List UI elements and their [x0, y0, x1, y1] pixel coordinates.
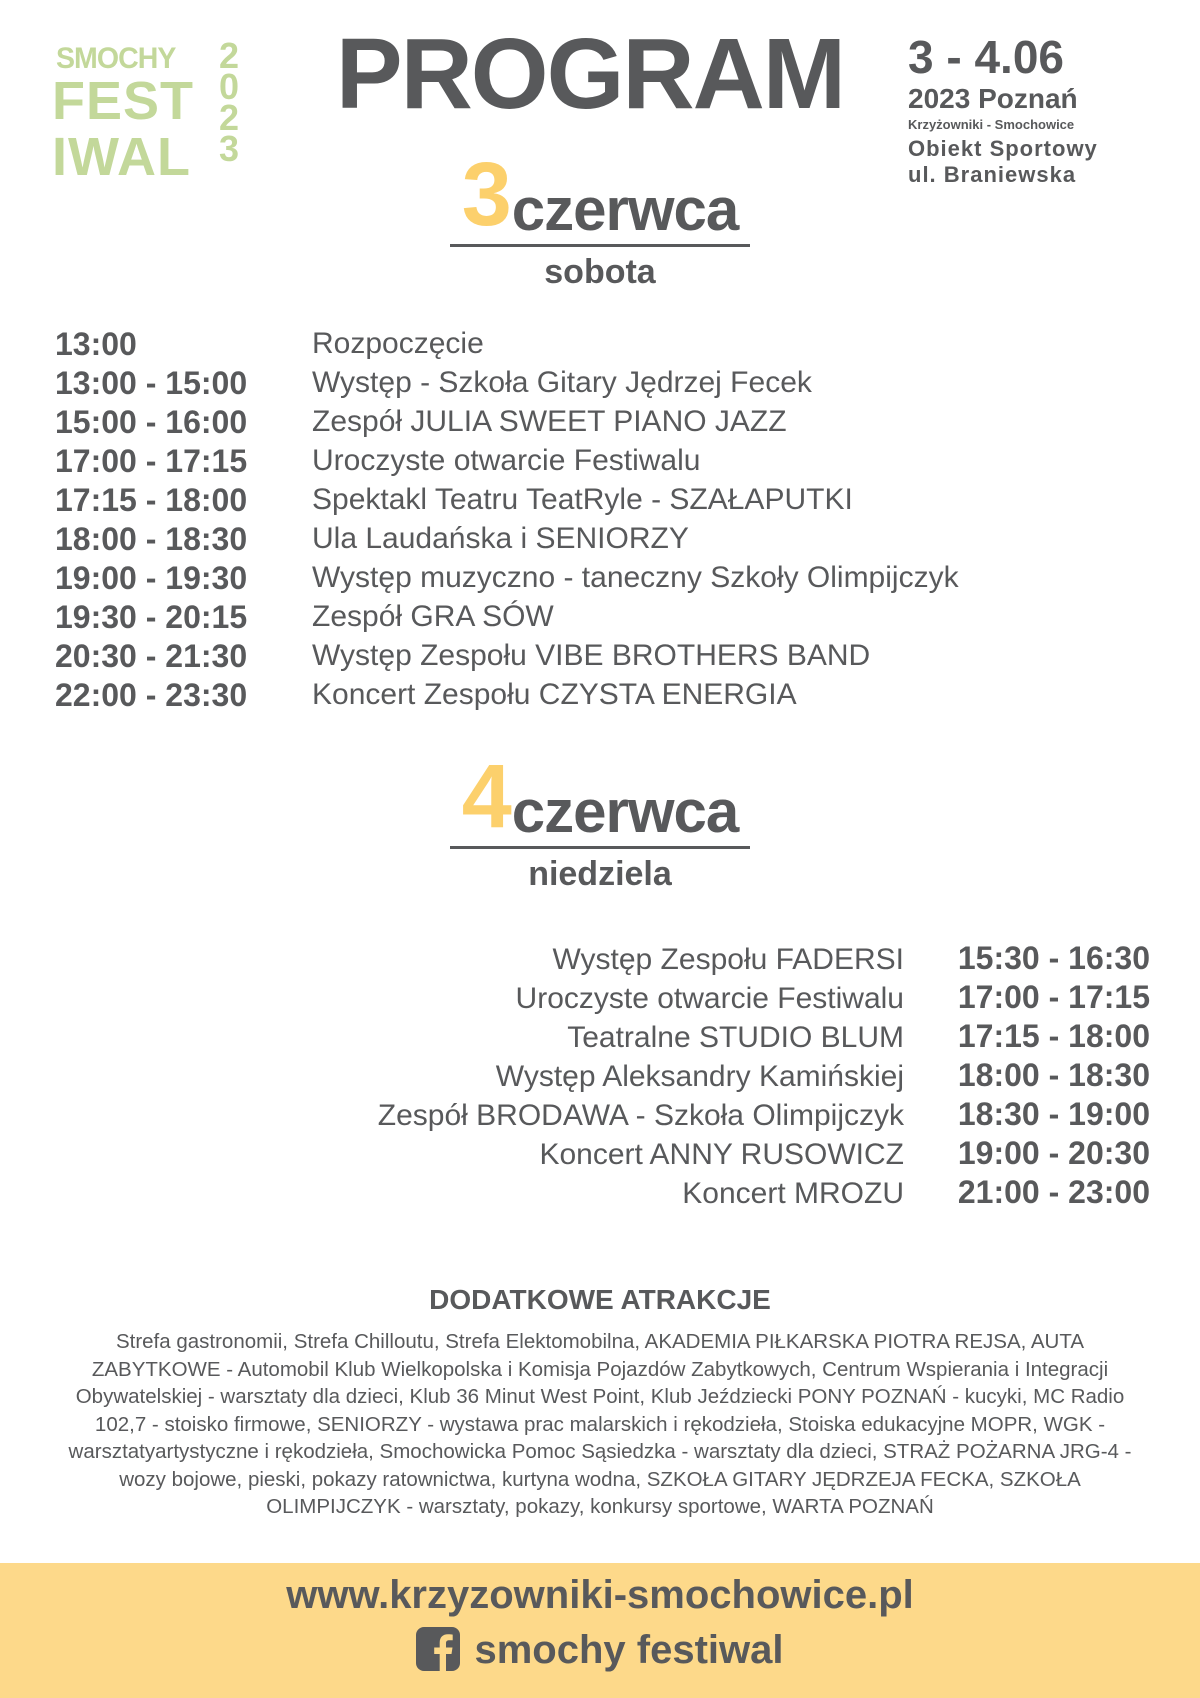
schedule-row: [250, 1096, 1150, 1135]
schedule-time: 18:30 - 19:00: [957, 1096, 1150, 1132]
schedule-event: Ula Laudańska i SENIORZY: [312, 522, 689, 555]
logo-year-digit: 2: [218, 97, 240, 138]
schedule-time: 17:00 - 17:15: [55, 443, 248, 479]
schedule-event: Koncert Zespołu CZYSTA ENERGIA: [312, 678, 797, 711]
schedule-event: Zespół GRA SÓW: [312, 600, 554, 633]
schedule-time: 20:30 - 21:30: [55, 638, 248, 674]
schedule-time: 13:00 - 15:00: [55, 365, 248, 401]
logo-line-fest: FEST: [52, 71, 195, 131]
day1-weekday: sobota: [544, 253, 656, 291]
schedule-time: 19:30 - 20:15: [55, 599, 248, 635]
schedule-time: 15:30 - 16:30: [957, 940, 1150, 976]
schedule-row: [250, 1018, 1150, 1057]
event-venue: Obiekt Sportowy: [908, 136, 1098, 162]
logo-year: [214, 35, 244, 169]
event-dates: 3 - 4.06: [908, 31, 1064, 83]
schedule-event: Uroczyste otwarcie Festiwalu: [312, 444, 701, 477]
schedule-time: 18:00 - 18:30: [957, 1057, 1150, 1093]
facebook-icon: [416, 1627, 460, 1671]
extra-attractions-heading: DODATKOWE ATRAKCJE: [429, 1284, 771, 1315]
schedule-event: Koncert MROZU: [682, 1177, 904, 1210]
schedule-event: Koncert ANNY RUSOWICZ: [539, 1138, 904, 1171]
festival-logo: [52, 35, 242, 187]
schedule-row: [250, 940, 1150, 979]
day1-month: czerwca: [511, 176, 739, 243]
schedule-event: Występ Aleksandry Kamińskiej: [495, 1060, 904, 1093]
schedule-time: 19:00 - 20:30: [957, 1135, 1150, 1171]
schedule-time: 17:15 - 18:00: [55, 482, 248, 518]
day2-month: czerwca: [511, 778, 739, 845]
footer-band: [0, 1563, 1200, 1698]
schedule-event: Uroczyste otwarcie Festiwalu: [515, 982, 904, 1015]
logo-year-digit: 3: [218, 128, 240, 169]
schedule-time: 21:00 - 23:00: [957, 1174, 1150, 1210]
schedule-event: Występ - Szkoła Gitary Jędrzej Fecek: [312, 366, 812, 399]
schedule-event: Zespół BRODAWA - Szkoła Olimpijczyk: [377, 1099, 904, 1132]
schedule-time: 17:00 - 17:15: [957, 979, 1150, 1015]
schedule-event: Występ Zespołu FADERSI: [552, 943, 904, 976]
logo-year-digit: 2: [218, 35, 240, 76]
extra-attractions-text: Strefa gastronomii, Strefa Chilloutu, Strefa Elektomobilna, AKADEMIA PIŁKARSKA PIOTRA REJSA, AUTA ZABYTKOWE - Automobil Klub Wielkopolska i Komisja Pojazdów Zabytkowych, Centrum Wspierania i Integracji Obywatelskiej - warsztaty dla dzieci, Klub 36 Minut West Point, Klub Jeździecki PONY POZNAŃ - kucyki, MC Radio 102,7 - stoisko firmowe, SENIORZY - wystawa prac malarskich i rękodzieła, Stoiska edukacyjne MOPR, WGK - warsztatyartystyczne i rękodzieła, Smochowicka Pomoc Sąsiedzka - warsztaty dla dzieci, STRAŻ POŻARNA JRG-4 - wozy bojowe, pieski, pokazy ratownictwa, kurtyna wodna, SZKOŁA GITARY JĘDRZEJA FECKA, SZKOŁA OLIMPIJCZYK - warsztaty, pokazy, konkursy sportowe, WARTA POZNAŃ: [68, 1330, 1132, 1518]
logo-line-smochy: SMOCHY: [56, 42, 176, 75]
schedule-time: 18:00 - 18:30: [55, 521, 248, 557]
page-title: PROGRAM: [335, 18, 845, 130]
schedule-event: Występ muzyczno - taneczny Szkoły Olimpijczyk: [312, 561, 959, 594]
event-district: Krzyżowniki - Smochowice: [908, 117, 1075, 133]
schedule-time: 22:00 - 23:30: [55, 677, 248, 713]
facebook-label: smochy festiwal: [474, 1628, 784, 1672]
schedule-row: [250, 979, 1150, 1018]
schedule-row: [250, 1174, 1150, 1213]
schedule-event: Teatralne STUDIO BLUM: [567, 1021, 904, 1054]
website-link[interactable]: www.krzyzowniki-smochowice.pl: [286, 1573, 914, 1617]
logo-line-iwal: IWAL: [52, 127, 191, 187]
schedule-row: [250, 1135, 1150, 1174]
day2-number: 4: [461, 747, 512, 847]
schedule-time: 13:00: [55, 326, 137, 362]
event-info: [908, 31, 1148, 187]
schedule-row: [250, 1057, 1150, 1096]
schedule-time: 17:15 - 18:00: [957, 1018, 1150, 1054]
day1-number: 3: [461, 145, 512, 245]
event-year-city: 2023 Poznań: [908, 83, 1078, 114]
facebook-link[interactable]: [0, 1627, 1200, 1673]
schedule-event: Spektakl Teatru TeatRyle - SZAŁAPUTKI: [312, 483, 853, 516]
logo-year-digit: 0: [218, 66, 240, 107]
day2-header: [400, 747, 800, 893]
schedule-event: Rozpoczęcie: [312, 327, 484, 360]
schedule-event: Zespół JULIA SWEET PIANO JAZZ: [312, 405, 787, 438]
day2-weekday: niedziela: [528, 855, 672, 893]
day2-schedule: [250, 940, 1150, 1213]
schedule-time: 15:00 - 16:00: [55, 404, 248, 440]
schedule-event: Występ Zespołu VIBE BROTHERS BAND: [312, 639, 871, 672]
event-street: ul. Braniewska: [908, 161, 1077, 187]
day1-header: [400, 145, 800, 291]
schedule-time: 19:00 - 19:30: [55, 560, 248, 596]
